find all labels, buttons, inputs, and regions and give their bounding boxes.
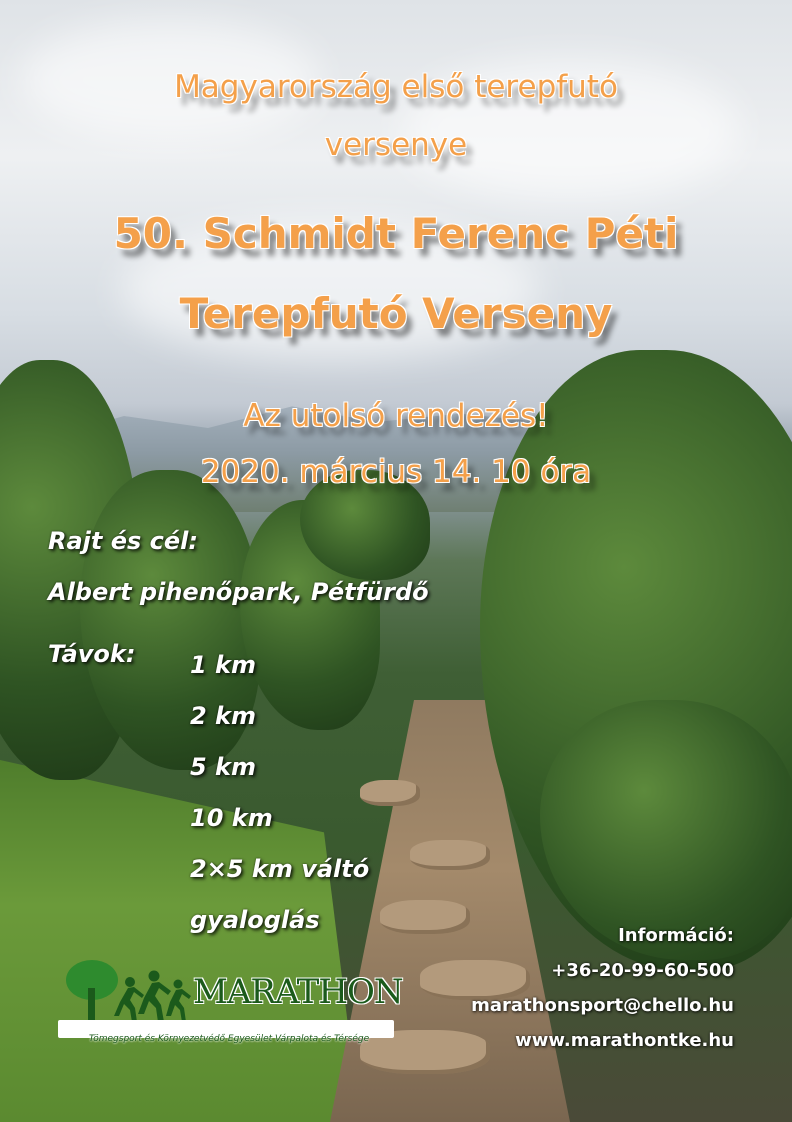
rock — [380, 900, 470, 934]
info-label: Információ: — [618, 925, 734, 946]
marathon-logo — [58, 958, 403, 1054]
distance-item: 2 km — [190, 702, 257, 730]
contact-info — [471, 918, 734, 1058]
distance-item: 5 km — [190, 753, 257, 781]
distances-list — [190, 640, 369, 946]
distance-item: gyaloglás — [190, 906, 320, 934]
info-phone: +36-20-99-60-500 — [551, 960, 734, 981]
poster-tagline: Magyarország első terepfutó versenye — [174, 69, 618, 163]
distances-label: Távok: — [48, 640, 136, 668]
start-label: Rajt és cél: — [48, 527, 198, 555]
distance-item: 1 km — [190, 651, 257, 679]
info-website: www.marathontke.hu — [515, 1030, 734, 1051]
logo-tagline: Tömegsport és Környezetvédő Egyesület Várpalota és Térsége — [88, 1034, 370, 1044]
distance-item: 10 km — [190, 804, 273, 832]
start-place: Albert pihenőpark, Pétfürdő — [48, 578, 429, 606]
event-title: 50. Schmidt Ferenc Péti Terepfutó Verseny — [113, 209, 679, 338]
logo-name: MARATHON — [193, 972, 403, 1012]
distance-item: 2×5 km váltó — [190, 855, 370, 883]
info-email: marathonsport@chello.hu — [471, 995, 734, 1016]
rock — [410, 840, 490, 870]
event-date: 2020. március 14. 10 óra — [200, 454, 592, 490]
event-subtitle: Az utolsó rendezés! — [243, 398, 549, 434]
